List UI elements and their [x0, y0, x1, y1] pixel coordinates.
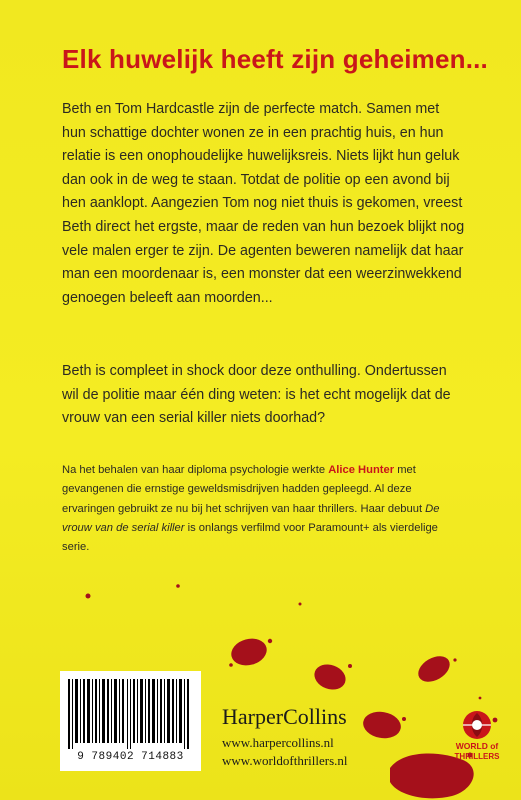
blood-speck — [453, 658, 456, 661]
blood-speck — [348, 664, 352, 668]
imprint-url: www.worldofthrillers.nl — [222, 753, 348, 768]
blood-speck — [299, 603, 302, 606]
blurb-paragraph-2: Beth is compleet in shock door deze onthulling. Ondertussen wil de politie maar één ding weten: is het echt mogelijk dat de vrouw van een serial killer niets doorhad? — [62, 363, 451, 427]
barcode — [60, 671, 201, 771]
blood-speck — [268, 639, 272, 643]
bio-text: Na het behalen van haar diploma psychologie werkte — [62, 464, 329, 476]
blood-drop — [361, 709, 403, 741]
blood-speck — [479, 697, 482, 700]
logo-line1: WORLD of — [455, 741, 499, 751]
bio-text: is onlangs verfilmd voor Paramount+ als vierdelige serie. — [62, 521, 438, 554]
publisher-url: www.harpercollins.nl — [222, 735, 334, 750]
blood-drop — [414, 651, 454, 687]
isbn-number: 9 789402 714883 — [77, 751, 184, 763]
blood-speck — [86, 594, 91, 599]
barcode-bars — [66, 679, 195, 749]
logo-line2: THRILLERS — [454, 752, 500, 761]
blood-drop — [311, 660, 349, 693]
blood-drop — [228, 635, 270, 669]
author-name: Alice Hunter — [328, 464, 395, 476]
blood-speck — [402, 717, 406, 721]
book-title: De vrouw van de serial killer — [62, 502, 440, 534]
world-of-thrillers-logo — [450, 705, 504, 765]
bio-text: met gevangenen die ernstige geweldsmisdrijven hadden gepleegd. Al deze ervaringen gebruikt ze nu bij het schrijven van haar thrillers. Haar debuut — [62, 464, 426, 515]
author-bio — [62, 461, 466, 557]
headline: Elk huwelijk heeft zijn geheimen... — [62, 44, 488, 74]
blood-speck — [229, 663, 233, 667]
publisher-name: HarperCollins — [222, 704, 347, 729]
blurb-paragraph-1: Beth en Tom Hardcastle zijn de perfecte match. Samen met hun schattige dochter wonen ze in een prachtig huis, en hun relatie is een onophoudelijke huwelijksreis. Niets lijkt hun geluk dan ook in de weg te staan. Totdat de politie op een avond bij hen aanklopt. Aangezien Tom nog niet thuis is gekomen, vreest Beth direct het ergste, maar de reden van hun bezoek blijkt nog vele malen erger te zijn. De agenten beweren namelijk dat haar man een moordenaar is, een monster dat een weerzinwekkend genoegen beleeft aan moorden... — [62, 101, 465, 306]
blood-speck — [176, 584, 180, 588]
